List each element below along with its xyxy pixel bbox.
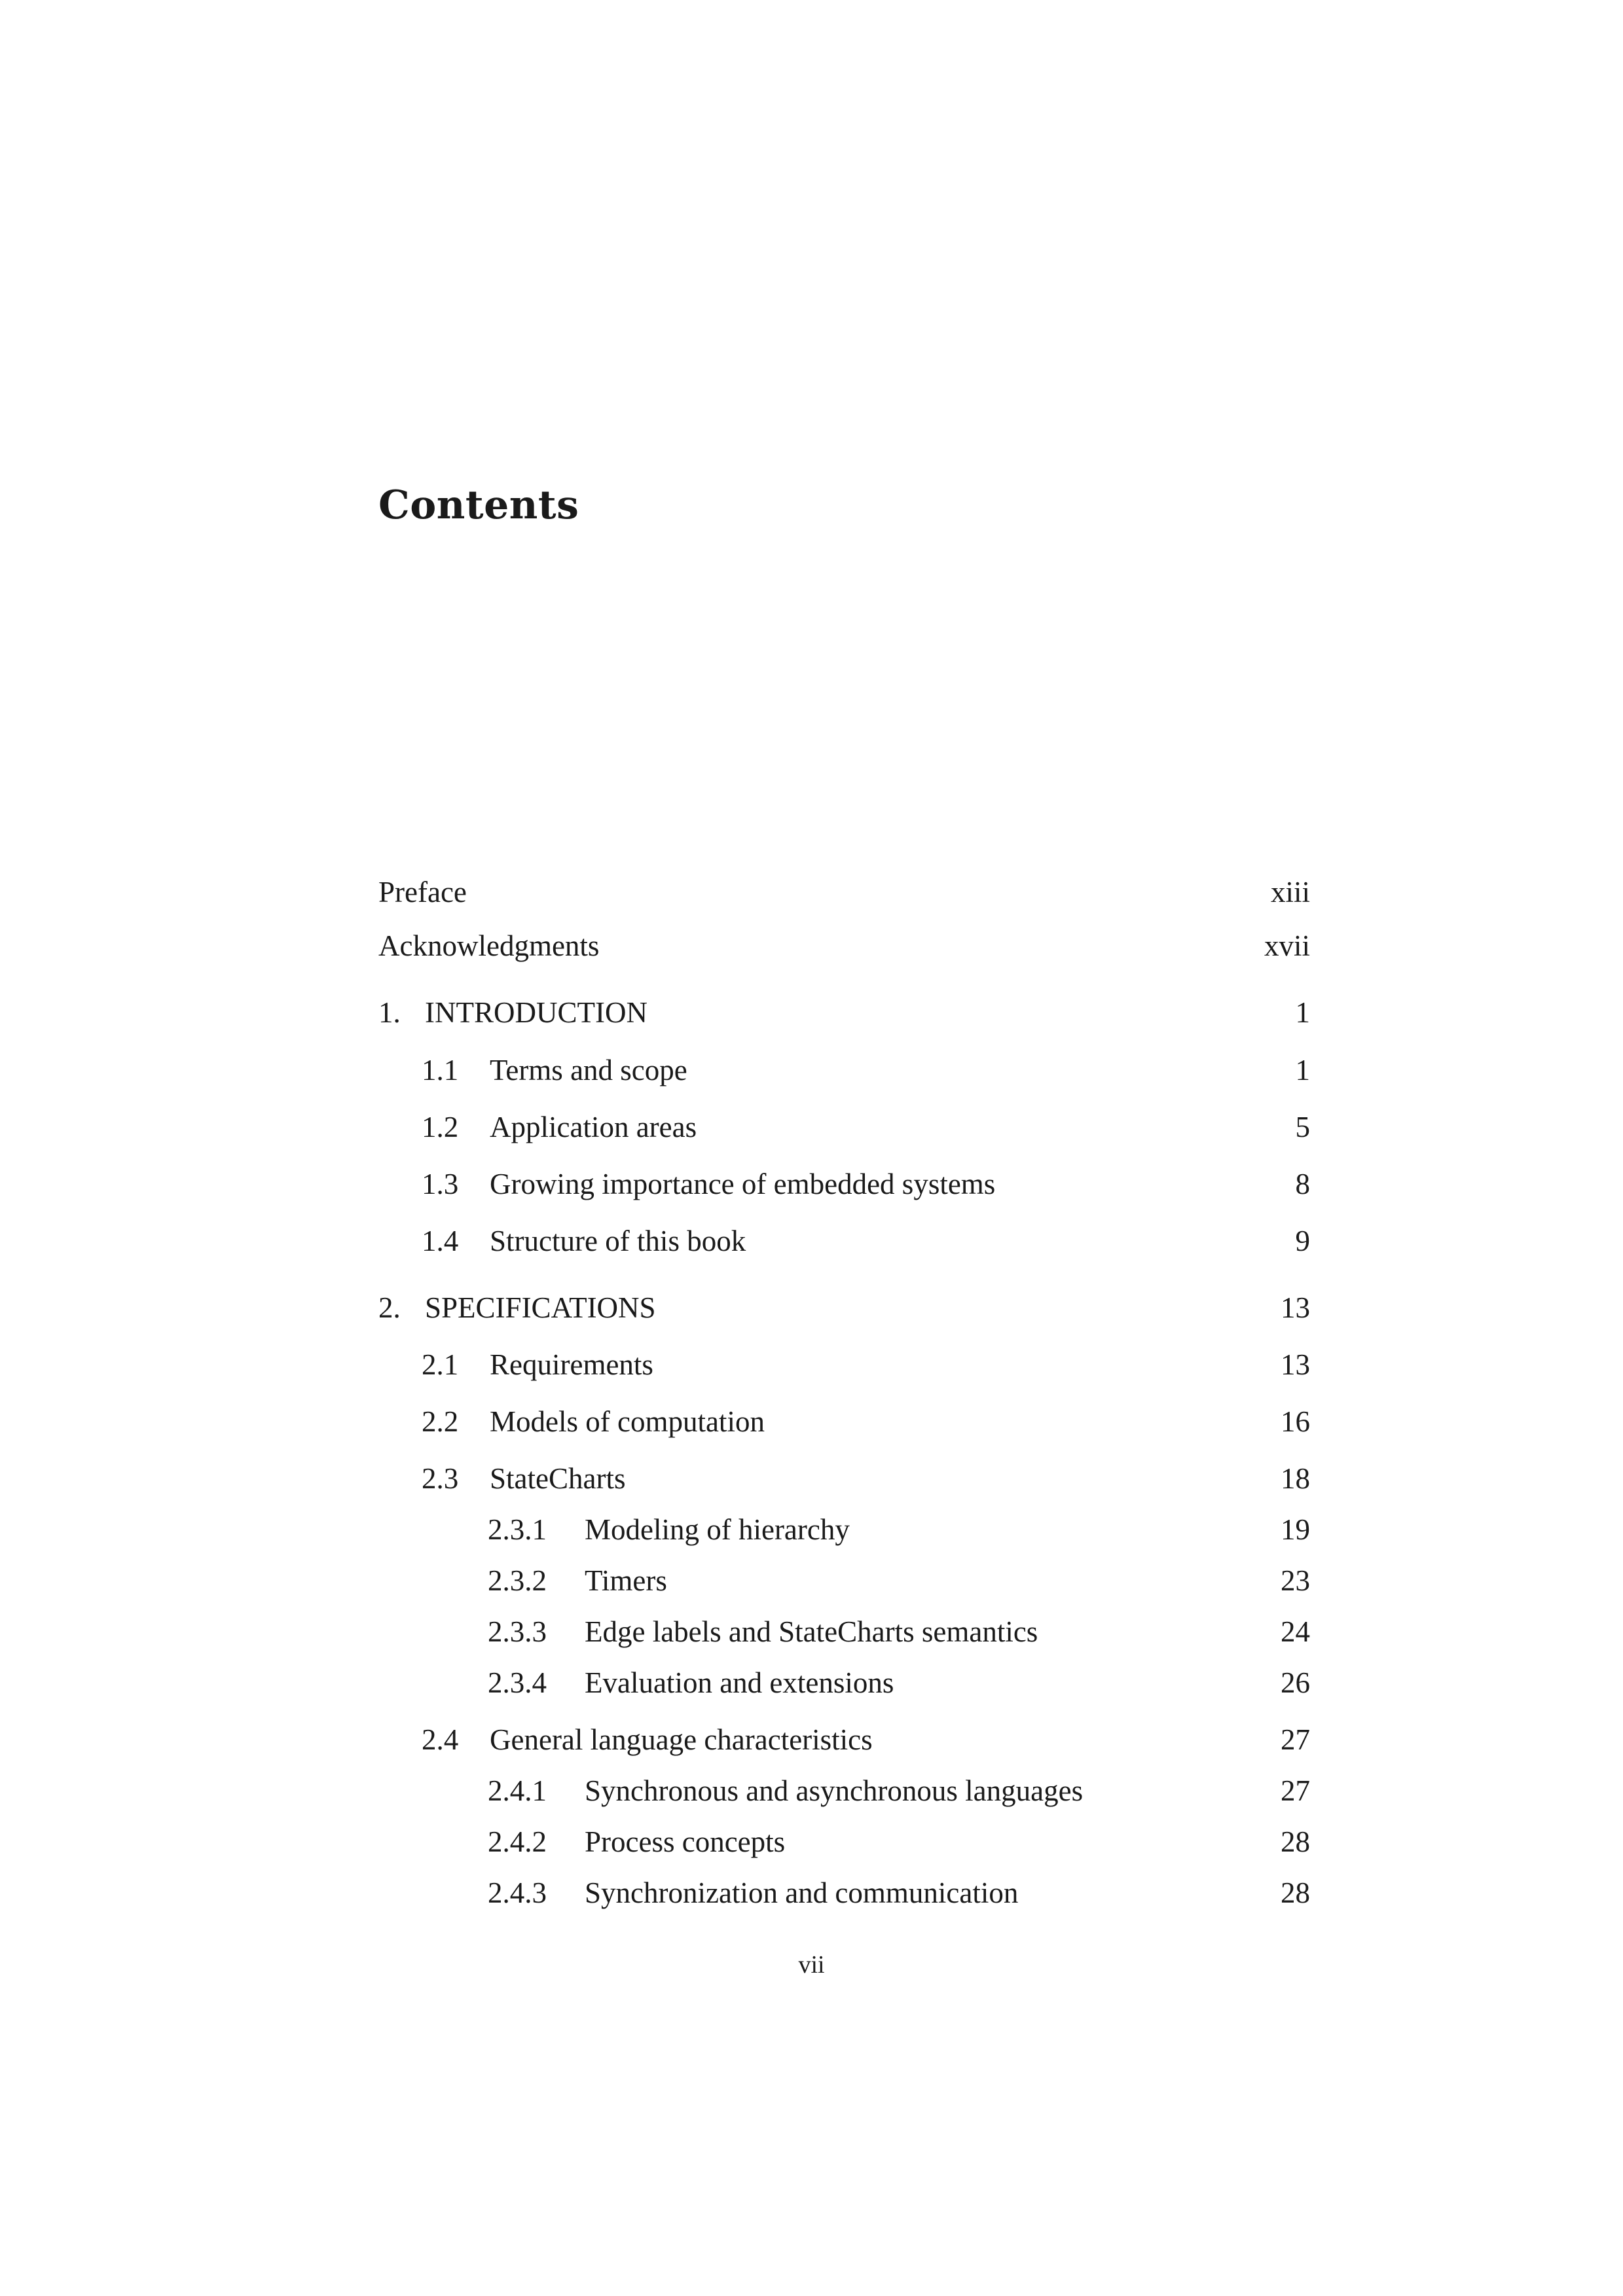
toc-section-page: 9 [1295, 1225, 1310, 1257]
toc-section-2-3[interactable] [378, 1459, 1310, 1498]
toc-section-page: 27 [1281, 1723, 1310, 1756]
toc-subsection-number: 2.3.3 [488, 1615, 547, 1648]
toc-entry-page: xiii [1270, 876, 1310, 908]
toc-section-2-4[interactable] [378, 1720, 1310, 1759]
toc-subsection-label: Process concepts [585, 1825, 786, 1858]
toc-chapter-2[interactable] [378, 1288, 1310, 1327]
toc-subsection-2-3-2[interactable] [378, 1561, 1310, 1600]
toc-section-label: Models of computation [490, 1405, 765, 1438]
toc-section-page: 18 [1281, 1462, 1310, 1495]
toc-section-label: Growing importance of embedded systems [490, 1168, 996, 1200]
toc-section-1-2[interactable] [378, 1107, 1310, 1147]
toc-section-1-1[interactable] [378, 1050, 1310, 1090]
toc-section-label: Terms and scope [490, 1054, 687, 1086]
toc-subsection-page: 24 [1281, 1615, 1310, 1648]
toc-subsection-2-3-1[interactable] [378, 1510, 1310, 1549]
toc-subsection-page: 19 [1281, 1513, 1310, 1546]
toc-subsection-label: Synchronization and communication [585, 1876, 1019, 1909]
toc-section-number: 1.3 [422, 1168, 459, 1200]
toc-section-number: 1.1 [422, 1054, 459, 1086]
toc-section-number: 1.2 [422, 1111, 459, 1143]
toc-subsection-2-3-4[interactable] [378, 1663, 1310, 1702]
toc-section-page: 5 [1295, 1111, 1310, 1143]
toc-section-2-2[interactable] [378, 1402, 1310, 1441]
toc-section-page: 13 [1281, 1348, 1310, 1381]
toc-subsection-label: Synchronous and asynchronous languages [585, 1774, 1084, 1807]
toc-subsection-page: 28 [1281, 1825, 1310, 1858]
page-number: vii [798, 1951, 825, 1979]
toc-section-label: General language characteristics [490, 1723, 873, 1756]
toc-section-page: 1 [1295, 1054, 1310, 1086]
toc-subsection-number: 2.4.2 [488, 1825, 547, 1858]
toc-entry-page: xvii [1264, 929, 1310, 962]
toc-subsection-label: Evaluation and extensions [585, 1666, 894, 1699]
toc-chapter-label: SPECIFICATIONS [425, 1291, 656, 1324]
toc-subsection-page: 27 [1281, 1774, 1310, 1807]
toc-section-number: 2.1 [422, 1348, 459, 1381]
toc-subsection-label: Edge labels and StateCharts semantics [585, 1615, 1038, 1648]
toc-section-label: StateCharts [490, 1462, 626, 1495]
toc-subsection-number: 2.3.1 [488, 1513, 547, 1546]
toc-entry-preface[interactable] [378, 872, 1310, 912]
toc-subsection-label: Modeling of hierarchy [585, 1513, 850, 1546]
toc-chapter-label: INTRODUCTION [425, 996, 647, 1029]
toc-section-number: 2.2 [422, 1405, 459, 1438]
page-title: Contents [378, 482, 579, 528]
toc-subsection-page: 23 [1281, 1564, 1310, 1597]
toc-subsection-2-4-1[interactable] [378, 1771, 1310, 1810]
toc-subsection-number: 2.4.3 [488, 1876, 547, 1909]
toc-section-label: Structure of this book [490, 1225, 746, 1257]
toc-section-1-4[interactable] [378, 1221, 1310, 1261]
toc-entry-acknowledgments[interactable] [378, 926, 1310, 965]
toc-subsection-2-4-2[interactable] [378, 1822, 1310, 1861]
toc-chapter-page: 13 [1281, 1291, 1310, 1324]
toc-subsection-number: 2.3.2 [488, 1564, 547, 1597]
toc-section-page: 16 [1281, 1405, 1310, 1438]
toc-entry-label: Preface [378, 876, 467, 908]
toc-chapter-1[interactable] [378, 993, 1310, 1032]
toc-chapter-page: 1 [1295, 996, 1310, 1029]
toc-section-1-3[interactable] [378, 1164, 1310, 1204]
toc-subsection-page: 28 [1281, 1876, 1310, 1909]
toc-section-label: Requirements [490, 1348, 653, 1381]
toc-chapter-number: 1. [378, 996, 401, 1029]
toc-section-number: 1.4 [422, 1225, 459, 1257]
toc-subsection-page: 26 [1281, 1666, 1310, 1699]
toc-subsection-2-4-3[interactable] [378, 1873, 1310, 1912]
toc-section-number: 2.4 [422, 1723, 459, 1756]
toc-section-label: Application areas [490, 1111, 697, 1143]
toc-subsection-label: Timers [585, 1564, 667, 1597]
toc-entry-label: Acknowledgments [378, 929, 600, 962]
toc-subsection-number: 2.4.1 [488, 1774, 547, 1807]
toc-section-2-1[interactable] [378, 1345, 1310, 1384]
toc-subsection-2-3-3[interactable] [378, 1612, 1310, 1651]
toc-section-number: 2.3 [422, 1462, 459, 1495]
toc-section-page: 8 [1295, 1168, 1310, 1200]
toc-chapter-number: 2. [378, 1291, 401, 1324]
toc-subsection-number: 2.3.4 [488, 1666, 547, 1699]
